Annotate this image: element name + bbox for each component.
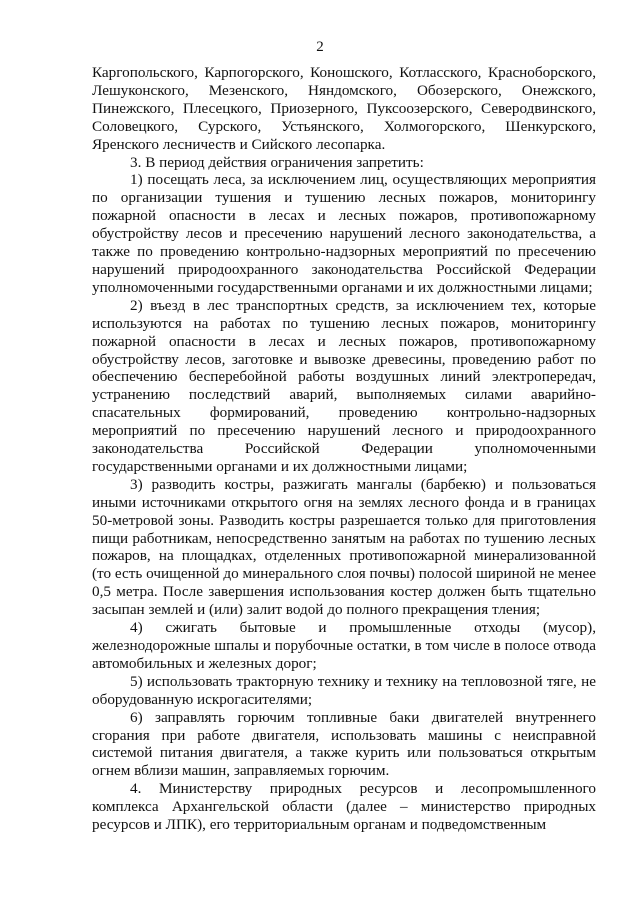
paragraph-subitem-5: 5) использовать тракторную технику и технику на тепловозной тяге, не оборудованную искрогасителями; bbox=[92, 672, 596, 708]
paragraph-forestries-list: Каргопольского, Карпогорского, Коношского, Котласского, Красноборского, Лешуконского, Мезенского, Няндомского, Обозерского, Онежского, Пинежского, Плесецкого, Приозерного, Пуксоозерского, Северодвинского, Соловецкого, Сурского, Устьянского, Холмогорского, Шенкурского, Яренского лесничеств и Сийского лесопарка. bbox=[92, 64, 596, 153]
paragraph-subitem-6: 6) заправлять горючим топливные баки двигателей внутреннего сгорания при работе двигателя, использовать машины с неисправной системой питания двигателя, а также курить или пользоваться открытым огнем вблизи машин, заправляемых горючим. bbox=[92, 708, 596, 780]
paragraph-subitem-2: 2) въезд в лес транспортных средств, за исключением тех, которые используются на работах по тушению лесных пожаров, мониторингу пожарной опасности в лесах и лесных пожаров, противопожарному обустройству лесов, заготовке и вывозке древесины, проведению работ по обеспечению бесперебойной работы воздушных линий электропередач, устранению последствий аварий, выполняемых силами аварийно-спасательных формирований, проведению контрольно-надзорных мероприятий по пресечению нарушений лесного и природоохранного законодательства Российской Федерации уполномоченными государственными органами и их должностными лицами; bbox=[92, 296, 596, 475]
paragraph-item-3: 3. В период действия ограничения запретить: bbox=[130, 153, 424, 171]
paragraph-subitem-4: 4) сжигать бытовые и промышленные отходы (мусор), железнодорожные шпалы и порубочные остатки, в том числе в полосе отвода автомобильных и железных дорог; bbox=[92, 619, 596, 672]
paragraph-subitem-1: 1) посещать леса, за исключением лиц, осуществляющих мероприятия по организации тушения и тушению лесных пожаров, мониторингу пожарной опасности в лесах и лесных пожаров, противопожарному обустройству лесов и пресечению нарушений лесного законодательства, а также по проведению контрольно-надзорных мероприятий по пресечению нарушений природоохранного законодательства Российской Федерации уполномоченными государственными органами и их должностными лицами; bbox=[92, 171, 596, 296]
document-body bbox=[92, 64, 596, 834]
paragraph-subitem-3: 3) разводить костры, разжигать мангалы (барбекю) и пользоваться иными источниками открытого огня на землях лесного фонда и в границах 50-метровой зоны. Разводить костры разрешается только для приготовления пищи работникам, непосредственно занятым на работах по тушению лесных пожаров, на площадках, отделенных противопожарной минерализованной (то есть очищенной до минерального слоя почвы) полосой шириной не менее 0,5 метра. После завершения использования костер должен быть тщательно засыпан землей и (или) залит водой до полного прекращения тления; bbox=[92, 475, 596, 619]
paragraph-item-4: 4. Министерству природных ресурсов и лесопромышленного комплекса Архангельской области (далее – министерство природных ресурсов и ЛПК), его территориальным органам и подведомственным bbox=[92, 780, 596, 834]
page-number: 2 bbox=[316, 39, 324, 55]
